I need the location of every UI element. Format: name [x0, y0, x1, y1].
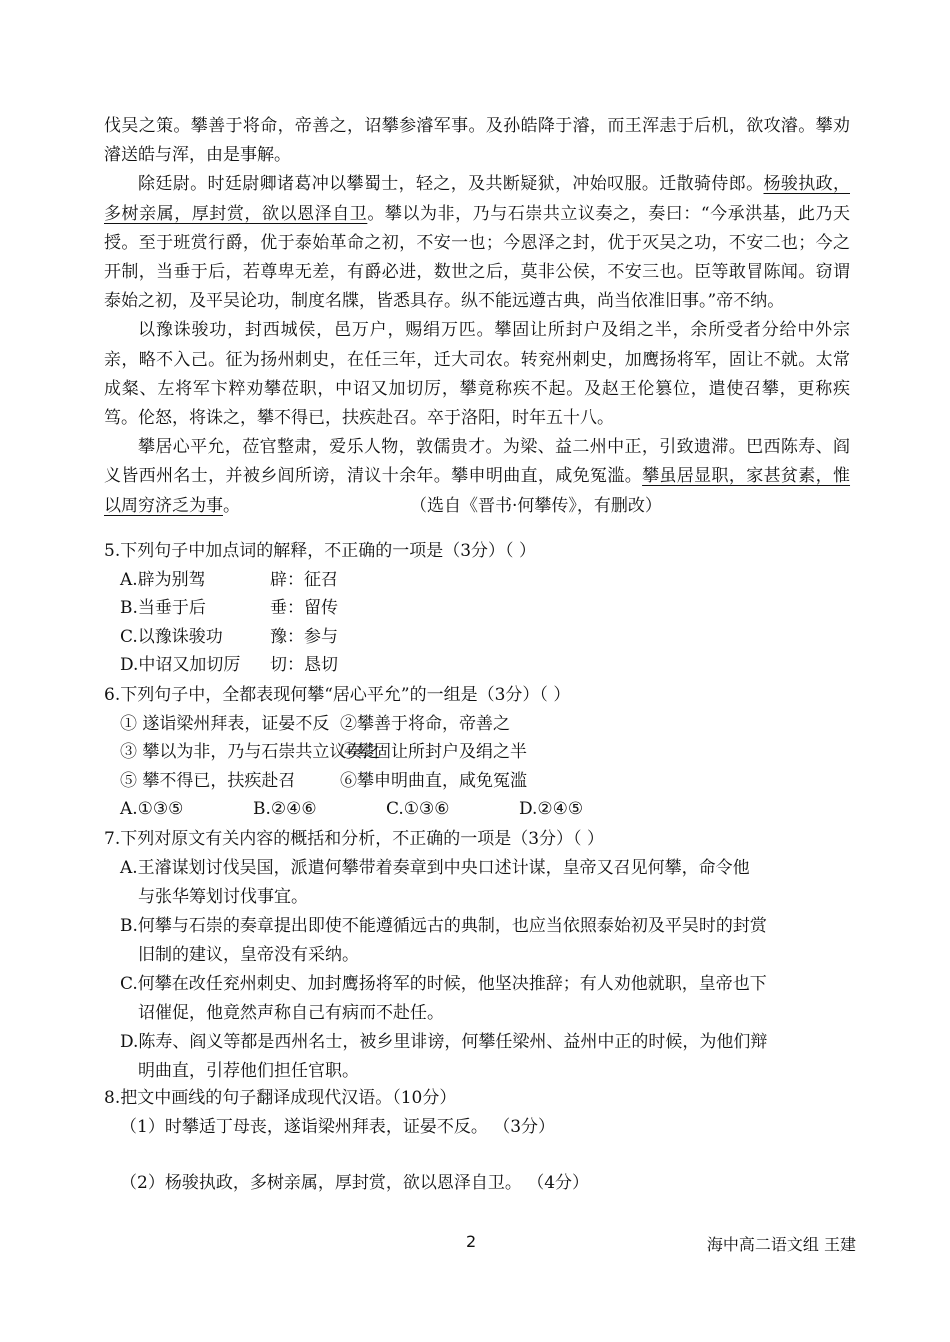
passage-text: 除廷尉。时廷尉卿诸葛冲以攀蜀士，轻之，及共断疑狱，冲始叹服。迁散骑侍郎。 [138, 174, 764, 195]
question-8 [104, 1084, 854, 1197]
passage-paragraph-1: 伐吴之策。攀善于将命，帝善之，诏攀参濬军事。及孙皓降于濬，而王浑恚于后机，欲攻濬。攀劝濬送皓与浑，由是事解。 [104, 116, 850, 166]
question-5-option-a [104, 566, 854, 595]
option-line: 旧制的建议，皇帝没有采纳。 [138, 944, 359, 965]
footer-author: 海中高二语文组 王建 [706, 1235, 856, 1254]
option-meaning: 豫：参与 [270, 626, 338, 647]
question-7-option-d [104, 1028, 854, 1086]
passage-text: 。 [223, 495, 240, 516]
question-8-sentence-1: （1）时攀适丁母丧，遂诣梁州拜表，证晏不反。 （3分） [120, 1116, 556, 1137]
option-line: C.何攀在改任兖州刺史、加封鹰扬将军的时候，他坚决推辞；有人劝他就职，皇帝也下 [120, 973, 767, 994]
question-7-option-c [104, 970, 854, 1028]
item: ① 遂诣梁州拜表，证晏不反 [120, 713, 330, 734]
underlined-sentence-2: 杨骏执政，多树亲属，厚封赏，欲以恩泽自卫 [104, 174, 850, 224]
question-8-sentence-2: （2）杨骏执政，多树亲属，厚封赏，欲以恩泽自卫。 （4分） [120, 1172, 590, 1193]
passage-text: 攀居心平允，莅官整肃，爱乐人物，敦儒贵才。为梁、益二州中正，引致遗滞。巴西陈寿、阎义皆西州名士，并被乡闾所谤，清议十余年。攀申明曲直，咸免冤滥。 [104, 437, 850, 487]
question-5-option-b [104, 594, 854, 623]
item: ②攀善于将命，帝善之 [340, 713, 510, 734]
question-8-stem: 8.把文中画线的句子翻译成现代汉语。（10分） [104, 1088, 457, 1108]
item: ⑤ 攀不得已，扶疾赴召 [120, 770, 296, 791]
option-meaning: 辟：征召 [270, 569, 338, 590]
passage-paragraph-2 [104, 170, 850, 316]
question-6-items [104, 710, 854, 796]
items-row [120, 710, 854, 739]
question-5-option-c [104, 623, 854, 652]
question-7 [104, 825, 854, 1086]
page-number: 2 [466, 1232, 477, 1251]
question-7-stem: 7.下列对原文有关内容的概括和分析，不正确的一项是（3分）（ ） [104, 829, 604, 849]
item: ④攀固让所封户及绢之半 [340, 742, 527, 762]
passage-paragraph-4 [104, 433, 850, 521]
item: ⑥攀申明曲直，咸免冤滥 [340, 770, 527, 791]
option-line: 与张华筹划讨伐事宜。 [138, 886, 308, 907]
choice-d: D.②④⑤ [519, 799, 584, 819]
option-line: D.陈寿、阎义等都是西州名士，被乡里诽谤，何攀任梁州、益州中正的时候，为他们辩 [120, 1031, 768, 1052]
option-line: A.王濬谋划讨伐吴国，派遣何攀带着奏章到中央口述计谋，皇帝又召见何攀，命令他 [120, 857, 750, 878]
question-5 [104, 537, 854, 680]
question-5-stem: 5.下列句子中加点词的解释，不正确的一项是（3分）（ ） [104, 541, 536, 561]
question-6 [104, 681, 854, 824]
question-6-stem: 6.下列句子中，全都表现何攀“居心平允”的一组是（3分）（ ） [104, 685, 571, 705]
option-meaning: 切：恳切 [270, 655, 338, 675]
items-row [120, 767, 854, 796]
choice-a: A.①③⑤ [120, 799, 184, 819]
choice-c: C.①③⑥ [386, 799, 450, 819]
option-word: B.当垂于后 [120, 598, 206, 618]
option-line: 诏催促，他竟然声称自己有病而不赴任。 [138, 1002, 444, 1023]
choice-b: B.②④⑥ [253, 799, 317, 819]
items-row [120, 738, 854, 767]
question-5-option-d [104, 651, 854, 680]
option-meaning: 垂：留传 [270, 598, 338, 618]
option-word: C.以豫诛骏功 [120, 626, 223, 647]
passage-text: 。攀以为非，乃与石崇共立议奏之，奏曰：“今承洪基，此乃天授。至于班赏行爵，优于泰始革命之初，不安一也；今恩泽之封，优于灭吴之功，不安二也；今之开制，当垂于后，若尊卑无差，有爵必进，数世之后，莫非公侯，不安三也。臣等敢冒陈闻。窃谓泰始之初，及平吴论功，制度名牒，皆悉具存。纵不能远遵古典，尚当依准旧事。”帝不纳。 [104, 203, 850, 312]
reading-passage [104, 112, 850, 521]
item: ③ 攀以为非，乃与石崇共立议奏之 [120, 742, 381, 762]
question-7-option-a [104, 854, 854, 912]
option-line: B.何攀与石崇的奏章提出即使不能遵循远古的典制，也应当依照泰始初及平吴时的封赏 [120, 915, 767, 936]
question-7-option-b [104, 912, 854, 970]
passage-paragraph-3: 以豫诛骏功，封西城侯，邑万户，赐绢万匹。攀固让所封户及绢之半，余所受者分给中外宗亲，略不入己。征为扬州刺史，在任三年，迁大司农。转兖州刺史，加鹰扬将军，固让不就。太常成粲、左将军卞粹劝攀莅职，中诏又加切厉，攀竟称疾不起。及赵王伦篡位，遣使召攀，更称疾笃。伦怒，将诛之，攀不得已，扶疾赴召。卒于洛阳，时年五十八。 [104, 320, 850, 429]
option-word: D.中诏又加切厉 [120, 655, 241, 675]
underlined-sentence-3: 攀虽居显职，家甚贫素，惟以周穷济乏为事 [104, 466, 851, 516]
question-6-choices [104, 795, 854, 824]
passage-source: （选自《晋书·何攀传》，有删改） [410, 495, 662, 516]
option-word: A.辟为别驾 [120, 569, 206, 590]
option-line: 明曲直，引荐他们担任官职。 [138, 1060, 359, 1081]
